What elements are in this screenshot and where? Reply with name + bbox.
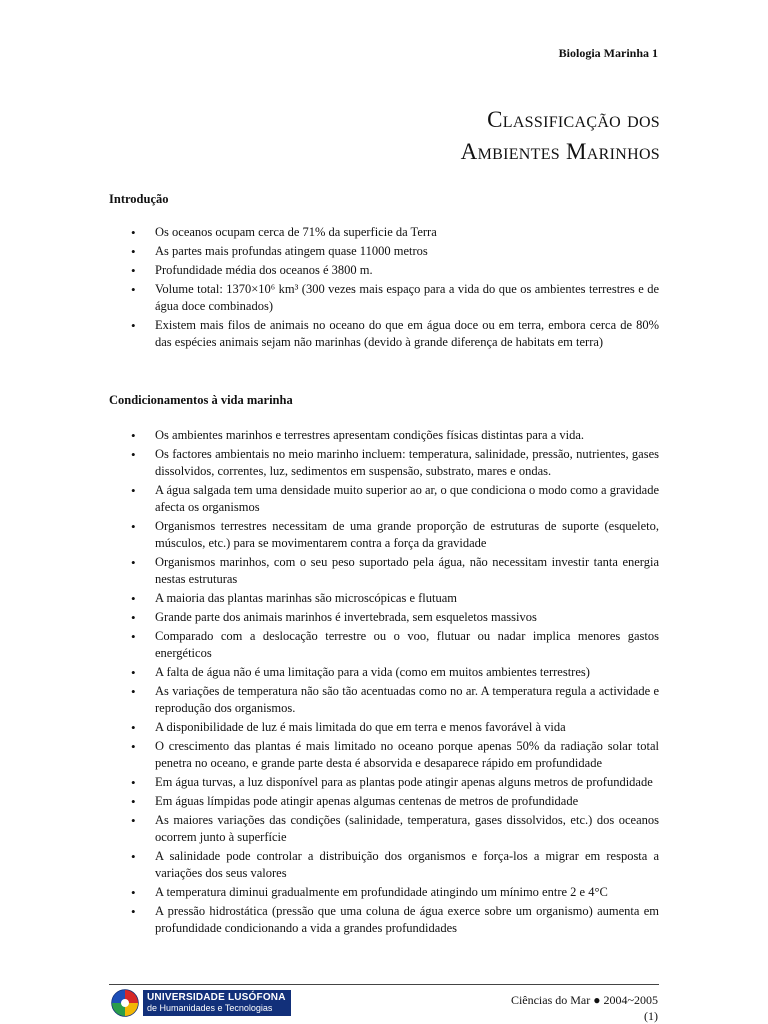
- title-line-1: Classificação dos: [487, 107, 660, 132]
- list-item: • As partes mais profundas atingem quase 11000 metros: [109, 243, 659, 260]
- list-item: • A maioria das plantas marinhas são microscópicas e flutuam: [109, 590, 659, 607]
- university-logo: [110, 988, 291, 1018]
- running-header: Biologia Marinha 1: [558, 46, 658, 60]
- logo-line-2: de Humanidades e Tecnologias: [147, 1003, 273, 1013]
- list-item: • As variações de temperatura não são tão acentuadas como no ar. A temperatura regula a actividade e reprodução dos organismos.: [109, 683, 659, 717]
- bullet-list-introducao: [109, 224, 659, 353]
- globe-logo-icon: [110, 988, 140, 1018]
- list-item: • Existem mais filos de animais no oceano do que em água doce ou em terra, embora cerca de 80% das espécies animais sejam não marinhas (devido à grande diferença de habitats em terra): [109, 317, 659, 351]
- list-item: • A água salgada tem uma densidade muito superior ao ar, o que condiciona o modo como a gravidade afecta os organismos: [109, 482, 659, 516]
- page-title: [461, 104, 660, 168]
- list-item: • Os factores ambientais no meio marinho incluem: temperatura, salinidade, pressão, nutrientes, gases dissolvidos, correntes, luz, sedimentos em suspensão, substrato, mares e ondas.: [109, 446, 659, 480]
- list-item: • Volume total: 1370×10⁶ km³ (300 vezes mais espaço para a vida do que os ambientes terrestres e de água doce combinados): [109, 281, 659, 315]
- list-item: • Comparado com a deslocação terrestre ou o voo, flutuar ou nadar implica menores gastos energéticos: [109, 628, 659, 662]
- list-item: • Os ambientes marinhos e terrestres apresentam condições físicas distintas para a vida.: [109, 427, 659, 444]
- footer-course-year: Ciências do Mar ● 2004~2005: [510, 993, 658, 1007]
- list-item: • Organismos marinhos, com o seu peso suportado pela água, não necessitam investir tanta energia nestas estruturas: [109, 554, 659, 588]
- logo-line-1: UNIVERSIDADE LUSÓFONA: [147, 992, 286, 1003]
- list-item: • A temperatura diminui gradualmente em profundidade atingindo um mínimo entre 2 e 4°C: [109, 884, 659, 901]
- footer-info: [511, 992, 658, 1024]
- page-number: (1): [644, 1009, 658, 1023]
- footer-divider: [109, 984, 659, 985]
- list-item: • As maiores variações das condições (salinidade, temperatura, gases dissolvidos, etc.) dos oceanos ocorrem junto à superfície: [109, 812, 659, 846]
- list-item: • Organismos terrestres necessitam de uma grande proporção de estruturas de suporte (esqueleto, músculos, etc.) para se movimentarem contra a força da gravidade: [109, 518, 659, 552]
- list-item: • Em água turvas, a luz disponível para as plantas pode atingir apenas alguns metros de profundidade: [109, 774, 659, 791]
- list-item: • Profundidade média dos oceanos é 3800 m.: [109, 262, 659, 279]
- logo-wordmark: [143, 990, 291, 1016]
- list-item: • A disponibilidade de luz é mais limitada do que em terra e menos favorável à vida: [109, 719, 659, 736]
- title-line-2: Ambientes Marinhos: [460, 139, 660, 164]
- list-item: • O crescimento das plantas é mais limitado no oceano porque apenas 50% da radiação solar total penetra no oceano, e grande parte desta é absorvida e desaparece rápido em profundidade: [109, 738, 659, 772]
- section-heading-introducao: Introdução: [109, 192, 169, 206]
- list-item: • Em águas límpidas pode atingir apenas algumas centenas de metros de profundidade: [109, 793, 659, 810]
- section-heading-condicionamentos: Condicionamentos à vida marinha: [109, 393, 293, 407]
- bullet-list-condicionamentos: [109, 427, 659, 939]
- list-item: • A falta de água não é uma limitação para a vida (como em muitos ambientes terrestres): [109, 664, 659, 681]
- list-item: • Grande parte dos animais marinhos é invertebrada, sem esqueletos massivos: [109, 609, 659, 626]
- list-item: • Os oceanos ocupam cerca de 71% da superficie da Terra: [109, 224, 659, 241]
- list-item: • A pressão hidrostática (pressão que uma coluna de água exerce sobre um organismo) aumenta em profundidade condicionando a vida a grandes profundidades: [109, 903, 659, 937]
- list-item: • A salinidade pode controlar a distribuição dos organismos e força-los a migrar em resposta a variações dos seus valores: [109, 848, 659, 882]
